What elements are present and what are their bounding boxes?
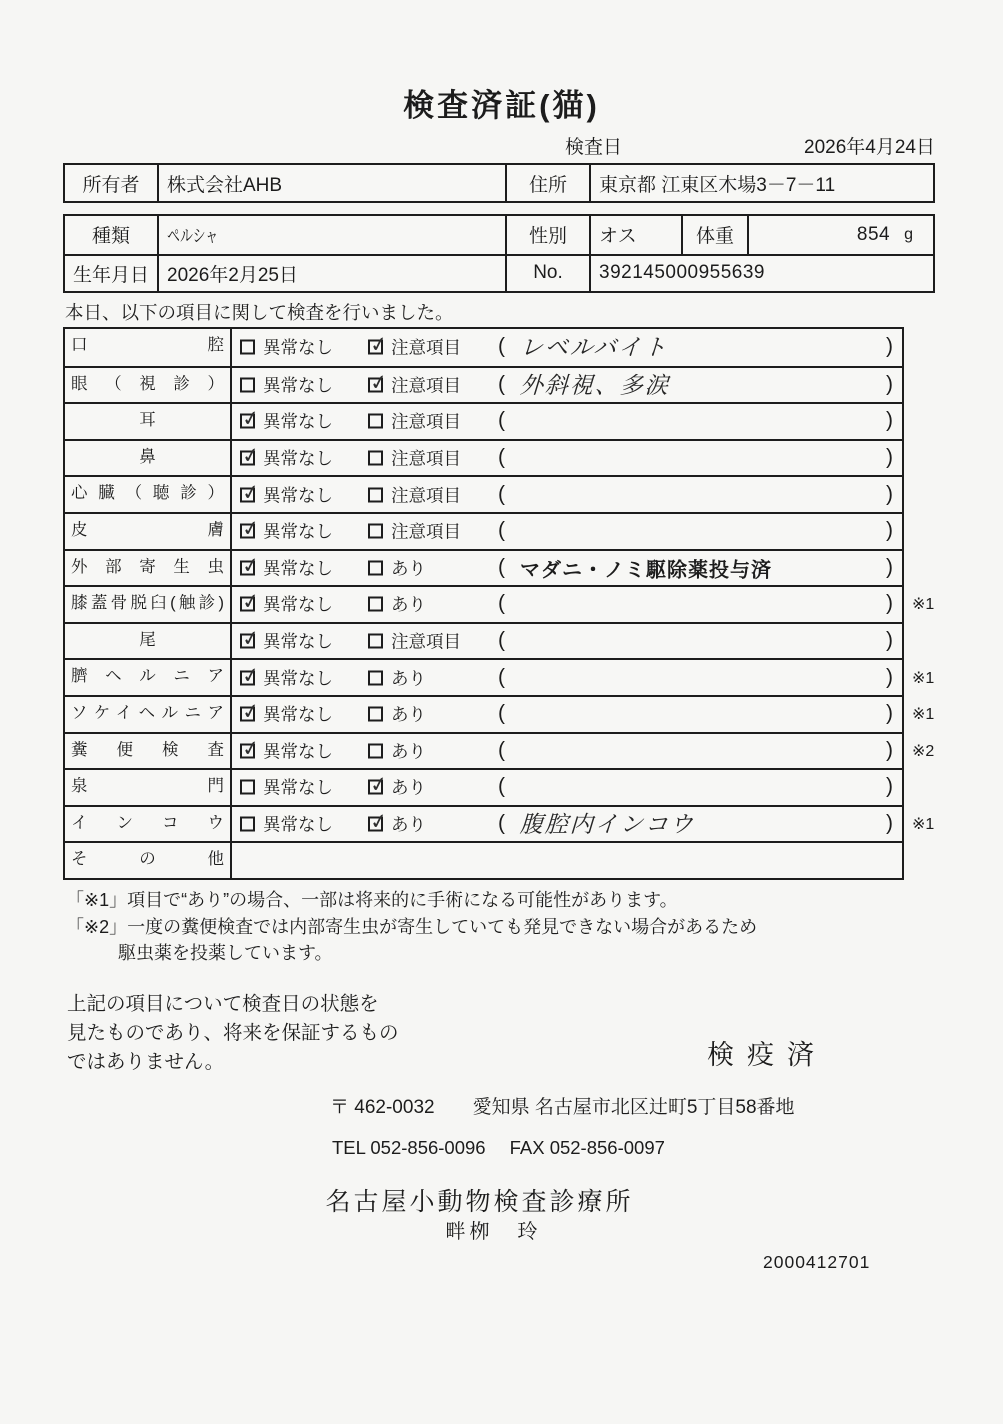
option-label-no-abnormality: 異常なし xyxy=(263,448,333,469)
option-label-no-abnormality: 異常なし xyxy=(263,521,333,542)
reference-mark: ※1 xyxy=(912,706,935,724)
checkbox-attention-or-present[interactable] xyxy=(368,817,383,832)
option-label-no-abnormality: 異常なし xyxy=(263,704,333,725)
paren-open: ( xyxy=(498,482,505,506)
exam-row xyxy=(65,549,902,586)
exam-row-body xyxy=(232,734,902,769)
owner-value: 株式会社AHB xyxy=(167,174,283,196)
paren-open: ( xyxy=(498,738,505,762)
option-label-attention-or-present: 注意項目 xyxy=(391,448,461,469)
checkbox-no-abnormality[interactable] xyxy=(240,670,255,685)
option-label-attention-or-present: あり xyxy=(391,777,426,798)
option-label-no-abnormality: 異常なし xyxy=(263,411,333,432)
paren-close: ) xyxy=(886,591,893,615)
exam-note: レベルバイト xyxy=(519,334,669,361)
clinic-tel: TEL 052-856-0096 xyxy=(332,1137,486,1158)
info-table xyxy=(63,214,935,293)
exam-row-body xyxy=(232,441,902,476)
option-label-attention-or-present: あり xyxy=(391,594,426,615)
exam-row-body xyxy=(232,514,902,549)
paren-close: ) xyxy=(886,334,893,358)
sex-label: 性別 xyxy=(505,216,591,254)
checkbox-attention-or-present[interactable] xyxy=(368,743,383,758)
option-label-no-abnormality: 異常なし xyxy=(263,558,333,579)
quarantine-stamp: 検疫済 xyxy=(707,1040,827,1070)
disclaimer-line-3: ではありません。 xyxy=(67,1051,225,1073)
page-title: 検査済証(猫) xyxy=(403,88,600,123)
option-label-no-abnormality: 異常なし xyxy=(263,741,333,762)
paren-open: ( xyxy=(498,334,505,358)
clinic-fax: FAX 052-856-0097 xyxy=(509,1137,665,1158)
option-label-no-abnormality: 異常なし xyxy=(263,594,333,615)
serial-number: 2000412701 xyxy=(763,1252,871,1272)
checkbox-attention-or-present[interactable] xyxy=(368,377,383,392)
exam-item-label: 臍ヘルニア xyxy=(65,660,232,695)
paren-close: ) xyxy=(886,774,893,798)
info-row-bottom xyxy=(65,254,933,292)
option-label-attention-or-present: 注意項目 xyxy=(391,411,461,432)
checkbox-no-abnormality[interactable] xyxy=(240,451,255,466)
no-value: 392145000955639 xyxy=(599,262,766,284)
exam-item-label: 耳 xyxy=(65,404,232,439)
vet-name: 畔栁 玲 xyxy=(445,1221,542,1243)
clinic-address: 愛知県 名古屋市北区辻町5丁目58番地 xyxy=(472,1097,795,1118)
checkbox-no-abnormality[interactable] xyxy=(240,524,255,539)
exam-item-label: 泉門 xyxy=(65,770,232,805)
paren-close: ) xyxy=(886,628,893,652)
checkbox-attention-or-present[interactable] xyxy=(368,780,383,795)
info-row-top xyxy=(65,216,933,254)
reference-mark: ※1 xyxy=(912,669,935,687)
paren-open: ( xyxy=(498,811,505,835)
option-label-attention-or-present: 注意項目 xyxy=(391,375,461,396)
footnote-2-continuation: 駆虫薬を投薬しています。 xyxy=(118,943,333,963)
checkbox-attention-or-present[interactable] xyxy=(368,597,383,612)
exam-row xyxy=(65,366,902,403)
no-label: No. xyxy=(505,256,591,292)
exam-row-body xyxy=(232,477,902,512)
owner-table xyxy=(63,163,935,203)
exam-item-label: 皮膚 xyxy=(65,514,232,549)
option-label-attention-or-present: あり xyxy=(391,704,426,725)
exam-item-label: インコウ xyxy=(65,807,232,842)
checkbox-no-abnormality[interactable] xyxy=(240,817,255,832)
checkbox-no-abnormality[interactable] xyxy=(240,634,255,649)
exam-row-body xyxy=(232,587,902,622)
checkbox-no-abnormality[interactable] xyxy=(240,377,255,392)
checkbox-attention-or-present[interactable] xyxy=(368,487,383,502)
exam-row xyxy=(65,805,935,842)
checkbox-attention-or-present[interactable] xyxy=(368,670,383,685)
checkbox-no-abnormality[interactable] xyxy=(240,414,255,429)
breed-label: 種類 xyxy=(65,216,159,254)
reference-mark: ※1 xyxy=(912,596,935,614)
exam-row-body xyxy=(232,329,902,366)
paren-close: ) xyxy=(886,409,893,433)
checkbox-no-abnormality[interactable] xyxy=(240,487,255,502)
exam-item-label: その他 xyxy=(65,843,232,878)
exam-item-label: 口腔 xyxy=(65,329,232,366)
option-label-attention-or-present: あり xyxy=(391,814,426,835)
exam-row-body xyxy=(232,807,902,842)
checkbox-attention-or-present[interactable] xyxy=(368,414,383,429)
breed-value: ペルシャ xyxy=(167,225,219,246)
paren-close: ) xyxy=(886,665,893,689)
address-value: 東京都 江東区木場3－7－11 xyxy=(599,174,836,196)
exam-row xyxy=(65,439,902,476)
exam-row xyxy=(65,658,935,695)
exam-row xyxy=(65,732,935,769)
option-label-no-abnormality: 異常なし xyxy=(263,668,333,689)
checkbox-no-abnormality[interactable] xyxy=(240,597,255,612)
paren-close: ) xyxy=(886,518,893,542)
owner-label: 所有者 xyxy=(65,165,159,201)
exam-item-label: 外部寄生虫 xyxy=(65,551,232,586)
birth-label: 生年月日 xyxy=(65,256,159,292)
paren-close: ) xyxy=(886,738,893,762)
checkbox-attention-or-present[interactable] xyxy=(368,707,383,722)
exam-row xyxy=(65,768,902,805)
paren-open: ( xyxy=(498,774,505,798)
checkbox-attention-or-present[interactable] xyxy=(368,560,383,575)
checkbox-attention-or-present[interactable] xyxy=(368,634,383,649)
address-label: 住所 xyxy=(505,165,591,201)
weight-value: 854 xyxy=(856,223,891,245)
option-label-attention-or-present: あり xyxy=(391,668,426,689)
paren-open: ( xyxy=(498,665,505,689)
exam-item-label: 心臓（聴診） xyxy=(65,477,232,512)
option-label-attention-or-present: 注意項目 xyxy=(391,631,461,652)
exam-item-label: 尾 xyxy=(65,624,232,659)
checkbox-no-abnormality[interactable] xyxy=(240,707,255,722)
option-label-no-abnormality: 異常なし xyxy=(263,777,333,798)
option-label-no-abnormality: 異常なし xyxy=(263,337,333,358)
checkbox-attention-or-present[interactable] xyxy=(368,340,383,355)
reference-mark: ※2 xyxy=(912,742,935,760)
postal-code: 〒 462-0032 xyxy=(330,1097,435,1118)
paren-open: ( xyxy=(498,518,505,542)
exam-item-label: ソケイヘルニア xyxy=(65,697,232,732)
exam-row xyxy=(65,695,935,732)
option-label-attention-or-present: あり xyxy=(391,741,426,762)
checkbox-no-abnormality[interactable] xyxy=(240,743,255,758)
paren-open: ( xyxy=(498,372,505,396)
option-label-no-abnormality: 異常なし xyxy=(263,375,333,396)
clinic-name: 名古屋小動物検査診療所 xyxy=(325,1188,634,1216)
exam-row xyxy=(65,622,902,659)
footnote-2: 「※2」一度の糞便検査では内部寄生虫が寄生していても発見できない場合があるため xyxy=(66,917,758,937)
checkbox-attention-or-present[interactable] xyxy=(368,451,383,466)
sex-value: オス xyxy=(591,216,683,254)
option-label-no-abnormality: 異常なし xyxy=(263,631,333,652)
inspection-date-label: 検査日 xyxy=(565,137,623,158)
checkbox-no-abnormality[interactable] xyxy=(240,340,255,355)
option-label-no-abnormality: 異常なし xyxy=(263,814,333,835)
exam-row xyxy=(65,329,902,366)
exam-row xyxy=(65,402,902,439)
option-label-attention-or-present: 注意項目 xyxy=(391,337,461,358)
option-label-no-abnormality: 異常なし xyxy=(263,485,333,506)
option-label-attention-or-present: あり xyxy=(391,558,426,579)
clinic-address-row xyxy=(330,1092,795,1119)
exam-row-body xyxy=(232,770,902,805)
inspection-date-row xyxy=(565,132,935,159)
birth-value: 2026年2月25日 xyxy=(167,264,298,286)
paren-open: ( xyxy=(498,555,505,579)
option-label-attention-or-present: 注意項目 xyxy=(391,485,461,506)
exam-row xyxy=(65,512,902,549)
exam-note: マダニ・ノミ駆除薬投与済 xyxy=(520,559,772,582)
exam-item-label: 膝蓋骨脱臼(触診) xyxy=(65,587,232,622)
checkbox-no-abnormality[interactable] xyxy=(240,780,255,795)
paren-open: ( xyxy=(498,409,505,433)
paren-close: ) xyxy=(886,811,893,835)
inspection-date-value: 2026年4月24日 xyxy=(804,137,935,158)
exam-row-body xyxy=(232,368,902,403)
exam-row-body xyxy=(232,843,902,878)
exam-item-label: 鼻 xyxy=(65,441,232,476)
paren-open: ( xyxy=(498,445,505,469)
exam-row xyxy=(65,475,902,512)
paren-close: ) xyxy=(886,445,893,469)
exam-row-body xyxy=(232,551,902,586)
exam-table xyxy=(63,327,935,880)
checkbox-attention-or-present[interactable] xyxy=(368,524,383,539)
intro-text: 本日、以下の項目に関して検査を行いました。 xyxy=(65,302,454,323)
exam-item-label: 眼（視診） xyxy=(65,368,232,403)
exam-item-label: 糞便検査 xyxy=(65,734,232,769)
checkbox-no-abnormality[interactable] xyxy=(240,560,255,575)
exam-row-body xyxy=(232,404,902,439)
exam-row xyxy=(65,585,935,622)
footnote-1: 「※1」項目で“あり”の場合、一部は将来的に手術になる可能性があります。 xyxy=(66,890,678,910)
paren-open: ( xyxy=(498,591,505,615)
paren-open: ( xyxy=(498,701,505,725)
exam-note: 腹腔内インコウ xyxy=(519,810,696,837)
paren-close: ) xyxy=(886,372,893,396)
exam-note: 外斜視、多涙 xyxy=(519,371,671,398)
reference-mark: ※1 xyxy=(912,816,935,834)
weight-unit: g xyxy=(904,225,913,243)
paren-close: ) xyxy=(886,701,893,725)
clinic-phone-row xyxy=(332,1137,665,1159)
disclaimer xyxy=(67,990,399,1077)
paren-open: ( xyxy=(498,628,505,652)
exam-row-body xyxy=(232,660,902,695)
paren-close: ) xyxy=(886,555,893,579)
paren-close: ) xyxy=(886,482,893,506)
exam-row xyxy=(65,841,902,878)
option-label-attention-or-present: 注意項目 xyxy=(391,521,461,542)
exam-row-body xyxy=(232,697,902,732)
disclaimer-line-2: 見たものであり、将来を保証するもの xyxy=(67,1022,399,1044)
exam-row-body xyxy=(232,624,902,659)
disclaimer-line-1: 上記の項目について検査日の状態を xyxy=(67,993,379,1015)
weight-label: 体重 xyxy=(683,216,749,254)
